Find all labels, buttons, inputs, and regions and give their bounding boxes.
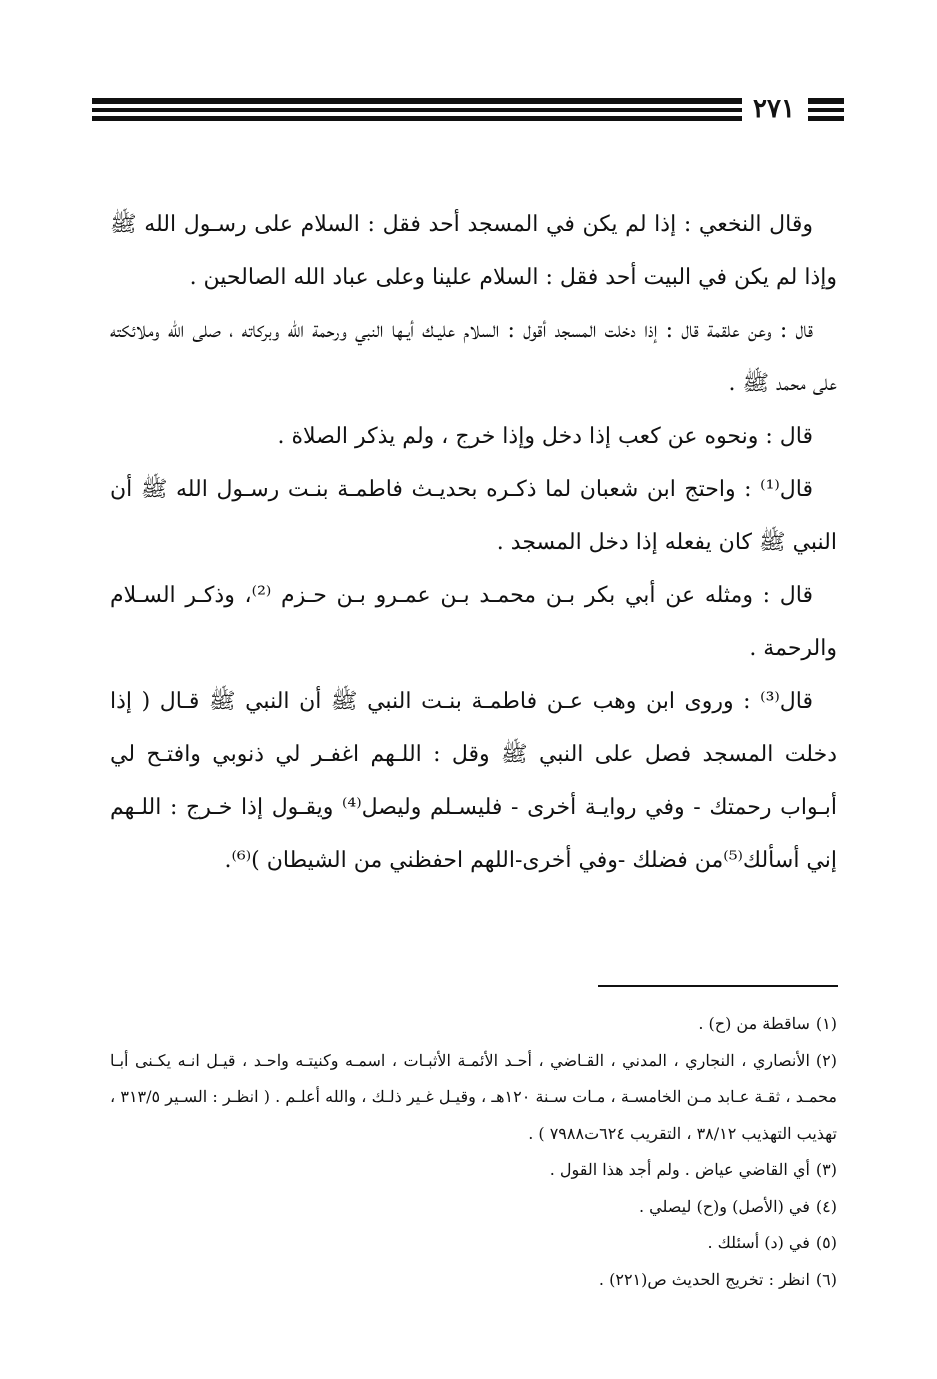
footnote-number: (٥): [815, 1233, 837, 1252]
footnote-number: (٣): [815, 1160, 837, 1179]
page-header: [92, 92, 844, 128]
paragraph: قال : ومثله عن أبي بكر بـن محمـد بـن عمـرو بـن حـزم ⁽²⁾، وذكـر السـلام والرحمة .: [110, 583, 837, 661]
footnote-separator: [598, 985, 838, 987]
footnote-text: ساقطة من (ح) .: [698, 1014, 810, 1033]
paragraph: قال : وعن علقمة قال : إذا دخلت المسجد أقول : السلام عليـك أيـها النبي ورحمة الله وبركاته ، صلى الله وملائكته على محمد ﷺ .: [110, 318, 837, 396]
footnote: [110, 1262, 837, 1299]
footnote-number: (٢): [815, 1050, 837, 1070]
paragraph: وقال النخعي : إذا لم يكن في المسجد أحد فقل : السلام على رسـول الله ﷺ وإذا لم يكن في البيت أحد فقل : السلام علينا وعلى عباد الله الصالحين .: [110, 212, 837, 290]
footnote: [110, 1189, 837, 1226]
header-rule-long: [92, 98, 742, 122]
footnote-text: في (د) أسئلك .: [707, 1233, 810, 1252]
paragraph: قال⁽³⁾ : وروى ابن وهب عـن فاطمـة بنـت النبي ﷺ أن النبي ﷺ قـال ( إذا دخلت المسجد فصل على النبي ﷺ وقل : اللـهم اغفـر لي ذنوبي وافتـح لي أبـواب رحمتك - وفي روايـة أخرى - فليسـلم وليصل⁽⁴⁾ ويقـول إذا خـرج : اللـهم إني أسألك⁽⁵⁾من فضلك -وفي أخرى-اللهم احفظني من الشيطان )⁽⁶⁾.: [110, 689, 837, 873]
footnote: [110, 1225, 837, 1262]
footnote-number: (١): [815, 1014, 837, 1033]
footnote-text: في (الأصل) و(ح) ليصلي .: [638, 1196, 810, 1216]
footnote: [110, 1006, 837, 1043]
paragraph: قال : ونحوه عن كعب إذا دخل وإذا خرج ، ولم يذكر الصلاة .: [277, 424, 813, 449]
header-rule-short: [808, 98, 844, 122]
footnote-number: (٦): [815, 1269, 837, 1289]
footnote: [110, 1152, 837, 1189]
footnote-text: الأنصاري ، النجاري ، المدني ، القـاضي ، أحـد الأئمـة الأثبـات ، اسمـه وكنيتـه واحـد ، قيـل انـه يكـنى أبـا محمـد ، ثقـة عـابد مـن الخامسـة ، مـات سـنة ١٢٠هـ ، وقيـل غـير ذلـك ، والله أعلـم . ( انظـر : السـير ٣١٣/٥ ، تهذيب التهذيب ٣٨/١٢ ، التقريب ٦٢٤ت٧٩٨٨ ) .: [110, 1050, 838, 1143]
footnote: [110, 1043, 837, 1153]
page-number: ٢٧١: [753, 94, 795, 124]
footnotes: [110, 1006, 837, 1298]
main-text: [110, 198, 837, 887]
footnote-text: أي القاضي عياض . ولم أجد هذا القول .: [549, 1160, 810, 1179]
footnote-text: انظر : تخريج الحديث ص(٢٢١) .: [598, 1269, 810, 1289]
paragraph: قال⁽¹⁾ : واحتج ابن شعبان لما ذكـره بحديـث فاطمـة بنـت رسـول الله ﷺ أن النبي ﷺ كان يفعله إذا دخل المسجد .: [110, 477, 837, 555]
footnote-number: (٤): [815, 1196, 837, 1216]
